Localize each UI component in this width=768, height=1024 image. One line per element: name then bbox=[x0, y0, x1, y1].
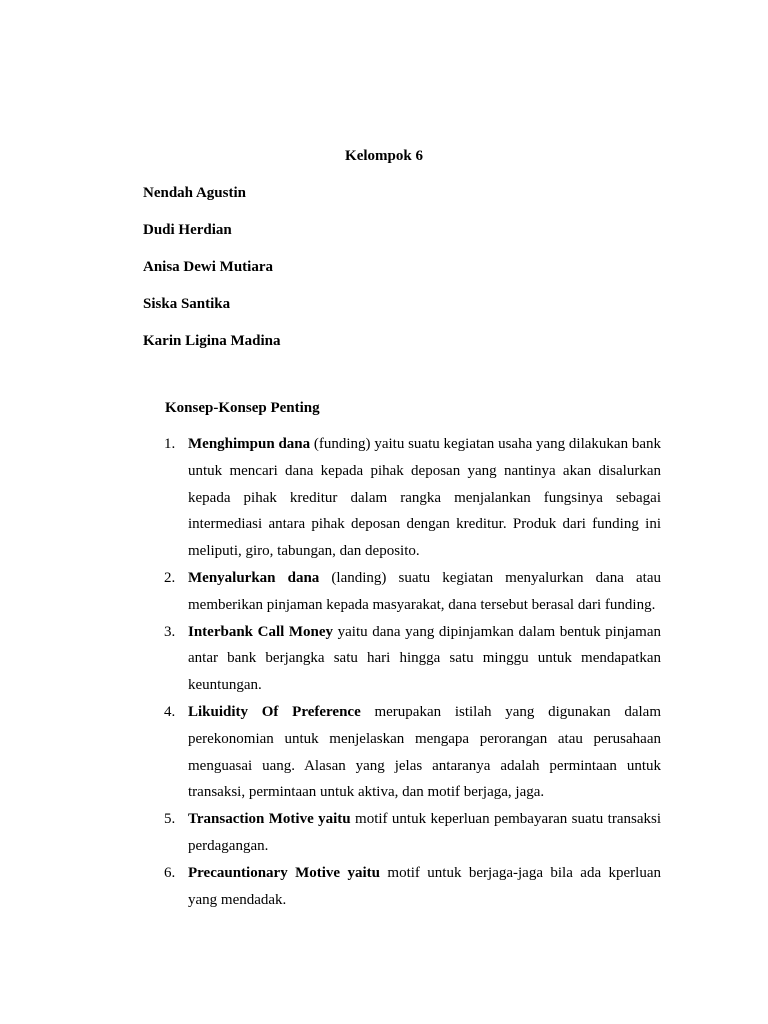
concept-description: motif untuk berjaga-jaga bila ada kperluan yang mendadak. bbox=[188, 864, 661, 908]
member-list bbox=[143, 183, 281, 368]
concept-description: yaitu dana yang dipinjamkan dalam bentuk pinjaman antar bank berjangka satu hari hingga satu minggu untuk mendapatkan keuntungan. bbox=[188, 623, 661, 694]
concept-number: 5. bbox=[164, 811, 176, 828]
member-name: Nendah Agustin bbox=[143, 185, 246, 201]
concept-description: motif untuk keperluan pembayaran suatu transaksi perdagangan. bbox=[188, 811, 662, 854]
concept-number: 2. bbox=[164, 569, 176, 586]
concept-description: merupakan istilah yang digunakan dalam perekonomian untuk menjelaskan mengapa perorangan atau perusahaan menguasai uang. Alasan yang jelas antaranya adalah permintaan untuk transaksi, permintaan untuk aktiva, dan motif berjaga, jaga. bbox=[188, 703, 661, 801]
concept-description: (landing) suatu kegiatan menyalurkan dana atau memberikan pinjaman kepada masyarakat, dana tersebut berasal dari funding. bbox=[188, 569, 661, 613]
concept-number: 1. bbox=[164, 436, 176, 452]
concept-term: Menyalurkan dana bbox=[188, 569, 320, 586]
concept-term: Precauntionary Motive yaitu bbox=[188, 864, 380, 881]
member-name: Anisa Dewi Mutiara bbox=[143, 259, 273, 275]
concept-description: (funding) yaitu suatu kegiatan usaha yang dilakukan bank untuk mencari dana kepada pihak deposan yang nantinya akan disalurkan kepada pihak kreditur dalam rangka menjalankan fungsinya sebagai intermediasi antara pihak deposan dengan kreditur. Produk dari funding ini meliputi, giro, tabungan, dan deposito. bbox=[188, 436, 661, 560]
document-title: Kelompok 6 bbox=[345, 148, 423, 164]
concept-number: 4. bbox=[164, 703, 176, 720]
concept-item bbox=[160, 431, 661, 565]
section-title: Konsep-Konsep Penting bbox=[165, 400, 320, 416]
concept-list bbox=[160, 431, 661, 913]
concept-item bbox=[160, 699, 661, 806]
concept-term: Menghimpun dana bbox=[188, 436, 311, 452]
concept-term: Likuidity Of Preference bbox=[188, 703, 361, 720]
member-name: Siska Santika bbox=[143, 296, 231, 312]
member-name: Dudi Herdian bbox=[143, 222, 232, 238]
member-name: Karin Ligina Madina bbox=[143, 333, 281, 349]
concept-item bbox=[160, 565, 661, 619]
concept-item bbox=[160, 806, 661, 860]
concept-number: 6. bbox=[164, 864, 176, 881]
concept-item bbox=[160, 860, 661, 914]
concept-term: Transaction Motive yaitu bbox=[188, 811, 351, 828]
concept-number: 3. bbox=[164, 623, 176, 640]
concept-item bbox=[160, 619, 661, 699]
concept-term: Interbank Call Money bbox=[188, 623, 334, 640]
